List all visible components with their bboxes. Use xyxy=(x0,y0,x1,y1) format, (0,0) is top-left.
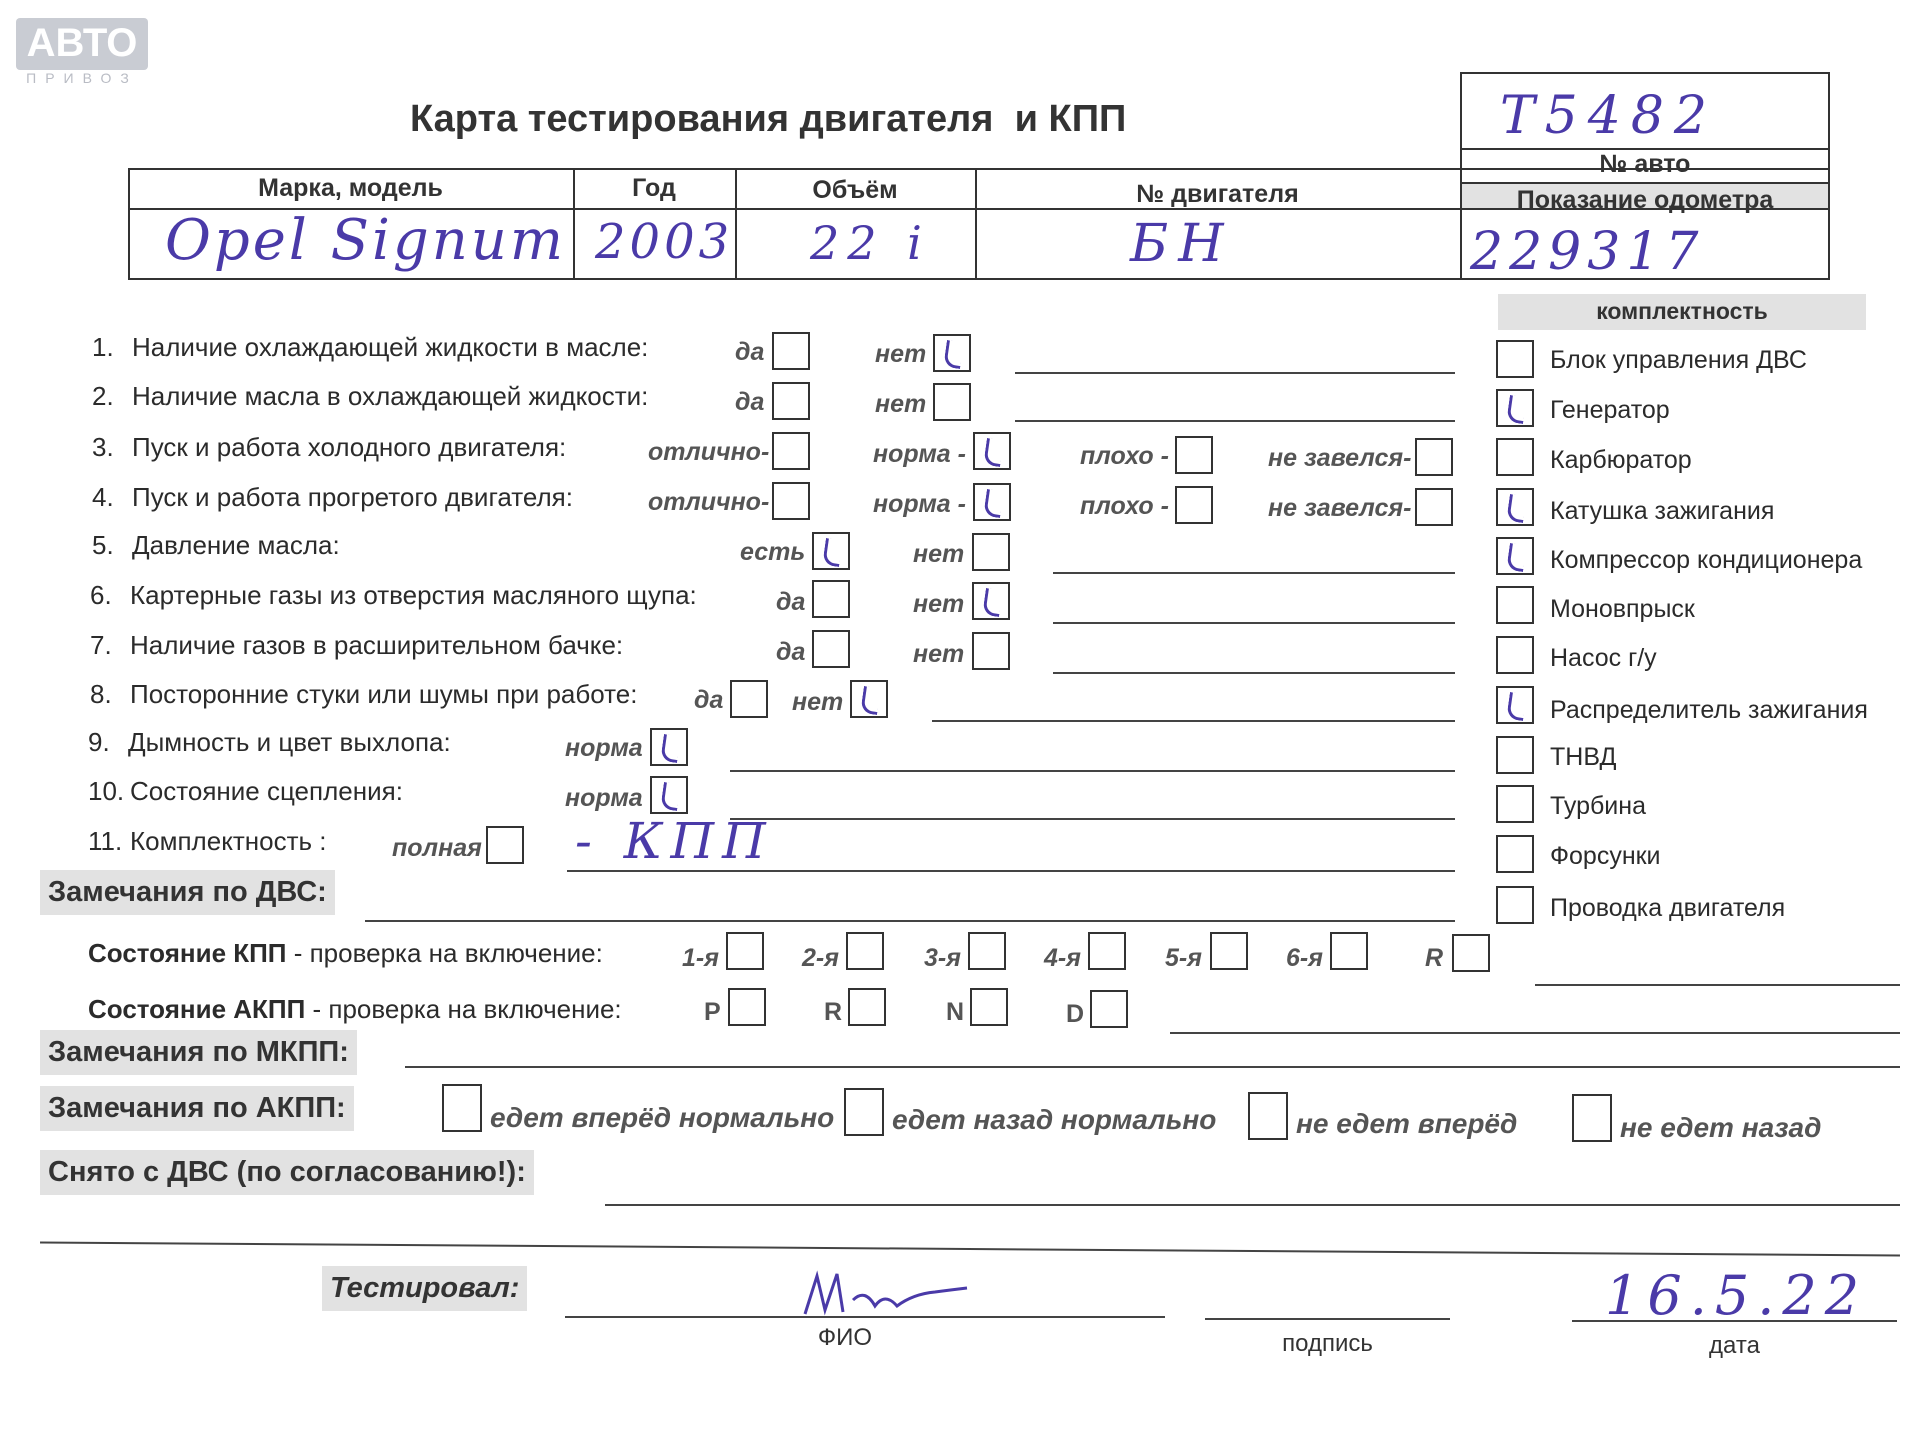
completeness-checkbox-0[interactable] xyxy=(1496,340,1534,378)
completeness-checkbox-3[interactable] xyxy=(1496,488,1534,526)
odometer-label: Показание одометра xyxy=(1516,186,1774,214)
q9-note-line xyxy=(730,770,1455,772)
q4-option-d-checkbox[interactable] xyxy=(1415,488,1453,526)
volume-label: Объём xyxy=(812,176,898,204)
q3-option-a-checkbox[interactable] xyxy=(772,432,810,470)
akpp-mode-r-checkbox[interactable] xyxy=(848,988,886,1026)
q1-option-a-label: да xyxy=(735,338,765,366)
q9-option-a-checkbox[interactable] xyxy=(650,728,688,766)
q10-option-a-label: норма xyxy=(565,784,643,812)
kpp-gear-1-label: 1-я xyxy=(682,944,719,972)
completeness-checkbox-1[interactable] xyxy=(1496,389,1534,427)
remarks-dvs-line xyxy=(365,920,1455,922)
q11-number: 11. xyxy=(88,826,123,856)
completeness-checkbox-9[interactable] xyxy=(1496,785,1534,823)
akpp-label-rest: - проверка на включение: xyxy=(305,994,622,1024)
q4-text: Пуск и работа прогретого двигателя: xyxy=(132,482,573,512)
q4-option-b-checkbox[interactable] xyxy=(973,483,1011,521)
kpp-gear-4-checkbox[interactable] xyxy=(1088,932,1126,970)
page-title: Карта тестирования двигателя и КПП xyxy=(410,98,1127,140)
q1-number: 1. xyxy=(92,332,114,362)
akpp-option-2-label: не едет вперёд xyxy=(1296,1108,1518,1139)
q8-option-a-label: да xyxy=(694,686,724,714)
q4-option-b-label: норма - xyxy=(873,490,966,518)
signature-scribble-svg xyxy=(795,1262,975,1322)
q11-text: Комплектность : xyxy=(130,826,327,856)
date-caption: дата xyxy=(1709,1332,1760,1359)
akpp-mode-r-label: R xyxy=(824,998,843,1026)
q9-number: 9. xyxy=(88,727,110,757)
q7-option-a-label: да xyxy=(776,638,806,666)
q1-option-a-checkbox[interactable] xyxy=(772,332,810,370)
q5-note-line xyxy=(1053,572,1455,574)
col-divider-1 xyxy=(573,168,575,280)
completeness-label-4: Компрессор кондиционера xyxy=(1550,546,1863,574)
kpp-gear-5-label: 5-я xyxy=(1165,944,1202,972)
q3-number: 3. xyxy=(92,432,114,462)
completeness-label-6: Насос г/у xyxy=(1550,644,1657,672)
completeness-checkbox-6[interactable] xyxy=(1496,636,1534,674)
kpp-gear-3-label: 3-я xyxy=(924,944,961,972)
q2-option-b-checkbox[interactable] xyxy=(933,383,971,421)
year-value: 2003 xyxy=(595,214,734,270)
q7-number: 7. xyxy=(90,630,112,660)
q2-option-b-label: нет xyxy=(875,390,927,418)
kpp-label-rest: - проверка на включение: xyxy=(286,938,603,968)
q8-text: Посторонние стуки или шумы при работе: xyxy=(130,679,638,709)
completeness-label-3: Катушка зажигания xyxy=(1550,497,1775,525)
q3-option-c-label: плохо - xyxy=(1080,442,1169,470)
volume-value: 22 i xyxy=(810,216,930,270)
completeness-label-5: Моновпрыск xyxy=(1550,595,1695,623)
q2-number: 2. xyxy=(92,381,114,411)
akpp-option-3-checkbox[interactable] xyxy=(1572,1094,1612,1142)
kpp-label-bold: Состояние КПП xyxy=(88,938,287,968)
q6-option-a-checkbox[interactable] xyxy=(812,580,850,618)
q3-option-b-label: норма - xyxy=(873,440,966,468)
extra-note-line xyxy=(40,1242,1900,1257)
completeness-label-10: Форсунки xyxy=(1550,842,1661,870)
q5-option-b-checkbox[interactable] xyxy=(972,533,1010,571)
col-divider-3 xyxy=(975,168,977,280)
q3-option-c-checkbox[interactable] xyxy=(1175,436,1213,474)
q4-option-d-label: не завелся- xyxy=(1268,494,1412,522)
q5-option-a-checkbox[interactable] xyxy=(812,532,850,570)
q1-note-line xyxy=(1015,372,1455,374)
date-value: 16.5.22 xyxy=(1605,1264,1868,1327)
akpp-option-1-checkbox[interactable] xyxy=(844,1088,884,1136)
completeness-checkbox-5[interactable] xyxy=(1496,586,1534,624)
completeness-label-1: Генератор xyxy=(1550,396,1670,424)
completeness-checkbox-8[interactable] xyxy=(1496,736,1534,774)
completeness-checkbox-10[interactable] xyxy=(1496,835,1534,873)
remarks-dvs-label: Замечания по ДВС: xyxy=(40,870,335,915)
q3-option-d-label: не завелся- xyxy=(1268,444,1412,472)
completeness-checkbox-2[interactable] xyxy=(1496,438,1534,476)
q4-option-a-checkbox[interactable] xyxy=(772,482,810,520)
odometer-value: 229317 xyxy=(1470,222,1705,282)
remarks-mkpp-label: Замечания по МКПП: xyxy=(40,1030,357,1075)
year-label: Год xyxy=(632,174,676,202)
q5-text: Давление масла: xyxy=(132,530,340,560)
q6-option-b-label: нет xyxy=(913,590,965,618)
q7-text: Наличие газов в расширительном бачке: xyxy=(130,630,624,660)
q8-option-a-checkbox[interactable] xyxy=(730,680,768,718)
q4-number: 4. xyxy=(92,482,114,512)
akpp-option-3-label: не едет назад xyxy=(1620,1112,1822,1143)
completeness-label-2: Карбюратор xyxy=(1550,446,1692,474)
kpp-gear-2-label: 2-я xyxy=(802,944,839,972)
q4-option-c-label: плохо - xyxy=(1080,492,1169,520)
signature-caption: подпись xyxy=(1282,1330,1373,1357)
q8-option-b-label: нет xyxy=(792,688,844,716)
akpp-mode-n-checkbox[interactable] xyxy=(970,988,1008,1026)
logo-text: АВТО xyxy=(26,21,138,65)
q11-option-a-label: полная xyxy=(392,834,482,862)
q2-option-a-checkbox[interactable] xyxy=(772,382,810,420)
q2-note-line xyxy=(1015,420,1455,422)
q1-option-b-label: нет xyxy=(875,340,927,368)
q3-option-b-checkbox[interactable] xyxy=(973,432,1011,470)
q2-text: Наличие масла в охлаждающей жидкости: xyxy=(132,381,649,411)
q5-number: 5. xyxy=(92,530,114,560)
akpp-option-0-checkbox[interactable] xyxy=(442,1084,482,1132)
q3-option-a-label: отлично- xyxy=(648,438,770,466)
q11-note-line xyxy=(567,870,1455,872)
remarks-akpp-label: Замечания по АКПП: xyxy=(40,1086,354,1131)
akpp-mode-p-checkbox[interactable] xyxy=(728,988,766,1026)
col-divider-2 xyxy=(735,168,737,280)
q6-option-a-label: да xyxy=(776,588,806,616)
q4-option-a-label: отлично- xyxy=(648,488,770,516)
removed-line xyxy=(605,1204,1900,1206)
name-signature-scribble xyxy=(795,1262,975,1322)
akpp-mode-n-label: N xyxy=(946,998,965,1026)
q5-option-b-label: нет xyxy=(913,540,965,568)
completeness-label-0: Блок управления ДВС xyxy=(1550,346,1807,374)
car-number-value: T5482 xyxy=(1500,86,1718,146)
kpp-gear-2-checkbox[interactable] xyxy=(846,932,884,970)
q10-note-line xyxy=(730,818,1455,820)
kpp-gear-3-checkbox[interactable] xyxy=(968,932,1006,970)
akpp-note-line xyxy=(1170,1032,1900,1034)
logo-subtext: ПРИВОЗ xyxy=(26,70,138,86)
kpp-gear-6-label: 6-я xyxy=(1286,944,1323,972)
q11-option-a-checkbox[interactable] xyxy=(486,826,524,864)
akpp-option-1-label: едет назад нормально xyxy=(892,1104,1217,1135)
q7-option-b-label: нет xyxy=(913,640,965,668)
kpp-gear-r-checkbox[interactable] xyxy=(1452,934,1490,972)
q5-option-a-label: есть xyxy=(740,538,806,566)
tested-label: Тестировал: xyxy=(322,1266,527,1311)
logo xyxy=(16,18,148,70)
akpp-option-0-label: едет вперёд нормально xyxy=(490,1102,835,1133)
completeness-title: комплектность xyxy=(1596,298,1768,324)
kpp-gear-6-checkbox[interactable] xyxy=(1330,932,1368,970)
q6-note-line xyxy=(1053,622,1455,624)
q6-number: 6. xyxy=(90,580,112,610)
q9-option-a-label: норма xyxy=(565,734,643,762)
q11-handwritten-note: - КПП xyxy=(575,812,774,870)
kpp-gear-5-checkbox[interactable] xyxy=(1210,932,1248,970)
remarks-mkpp-line xyxy=(405,1066,1900,1068)
q6-option-b-checkbox[interactable] xyxy=(972,582,1010,620)
kpp-gear-r-label: R xyxy=(1425,944,1444,972)
kpp-note-line xyxy=(1535,984,1900,986)
engine-value: БН xyxy=(1130,214,1234,274)
q10-number: 10. xyxy=(88,776,125,806)
q4-option-c-checkbox[interactable] xyxy=(1175,486,1213,524)
akpp-option-2-checkbox[interactable] xyxy=(1248,1092,1288,1140)
kpp-gear-1-checkbox[interactable] xyxy=(726,932,764,970)
q3-text: Пуск и работа холодного двигателя: xyxy=(132,432,567,462)
kpp-gear-4-label: 4-я xyxy=(1044,944,1081,972)
car-number-label: № авто xyxy=(1599,150,1691,178)
q8-option-b-checkbox[interactable] xyxy=(850,680,888,718)
q10-text: Состояние сцепления: xyxy=(130,776,403,806)
akpp-label-bold: Состояние АКПП xyxy=(88,994,306,1024)
name-caption: ФИО xyxy=(817,1324,873,1351)
completeness-checkbox-11[interactable] xyxy=(1496,886,1534,924)
q2-option-a-label: да xyxy=(735,388,765,416)
removed-label: Снято с ДВС (по согласованию!): xyxy=(40,1150,534,1195)
q7-option-a-checkbox[interactable] xyxy=(812,630,850,668)
completeness-checkbox-7[interactable] xyxy=(1496,686,1534,724)
completeness-label-7: Распределитель зажигания xyxy=(1550,696,1868,724)
engine-label: № двигателя xyxy=(1136,180,1299,208)
completeness-label-11: Проводка двигателя xyxy=(1550,894,1786,922)
signature-line xyxy=(1205,1318,1450,1320)
model-label: Марка, модель xyxy=(258,174,443,202)
kpp-label xyxy=(88,938,603,969)
q8-note-line xyxy=(932,720,1455,722)
completeness-label-9: Турбина xyxy=(1550,792,1646,820)
q9-text: Дымность и цвет выхлопа: xyxy=(128,727,451,757)
completeness-label-8: ТНВД xyxy=(1550,743,1617,771)
q6-text: Картерные газы из отверстия масляного щупа: xyxy=(130,580,697,610)
akpp-mode-p-label: P xyxy=(704,998,721,1026)
akpp-mode-d-checkbox[interactable] xyxy=(1090,990,1128,1028)
q7-option-b-checkbox[interactable] xyxy=(972,632,1010,670)
q10-option-a-checkbox[interactable] xyxy=(650,776,688,814)
completeness-checkbox-4[interactable] xyxy=(1496,537,1534,575)
akpp-label xyxy=(88,994,622,1025)
akpp-mode-d-label: D xyxy=(1066,1000,1085,1028)
q1-text: Наличие охлаждающей жидкости в масле: xyxy=(132,332,649,362)
col-divider-4 xyxy=(1460,72,1462,280)
q3-option-d-checkbox[interactable] xyxy=(1415,438,1453,476)
q8-number: 8. xyxy=(90,679,112,709)
model-value: Opel Signum xyxy=(165,208,566,273)
q1-option-b-checkbox[interactable] xyxy=(933,334,971,372)
q7-note-line xyxy=(1053,672,1455,674)
